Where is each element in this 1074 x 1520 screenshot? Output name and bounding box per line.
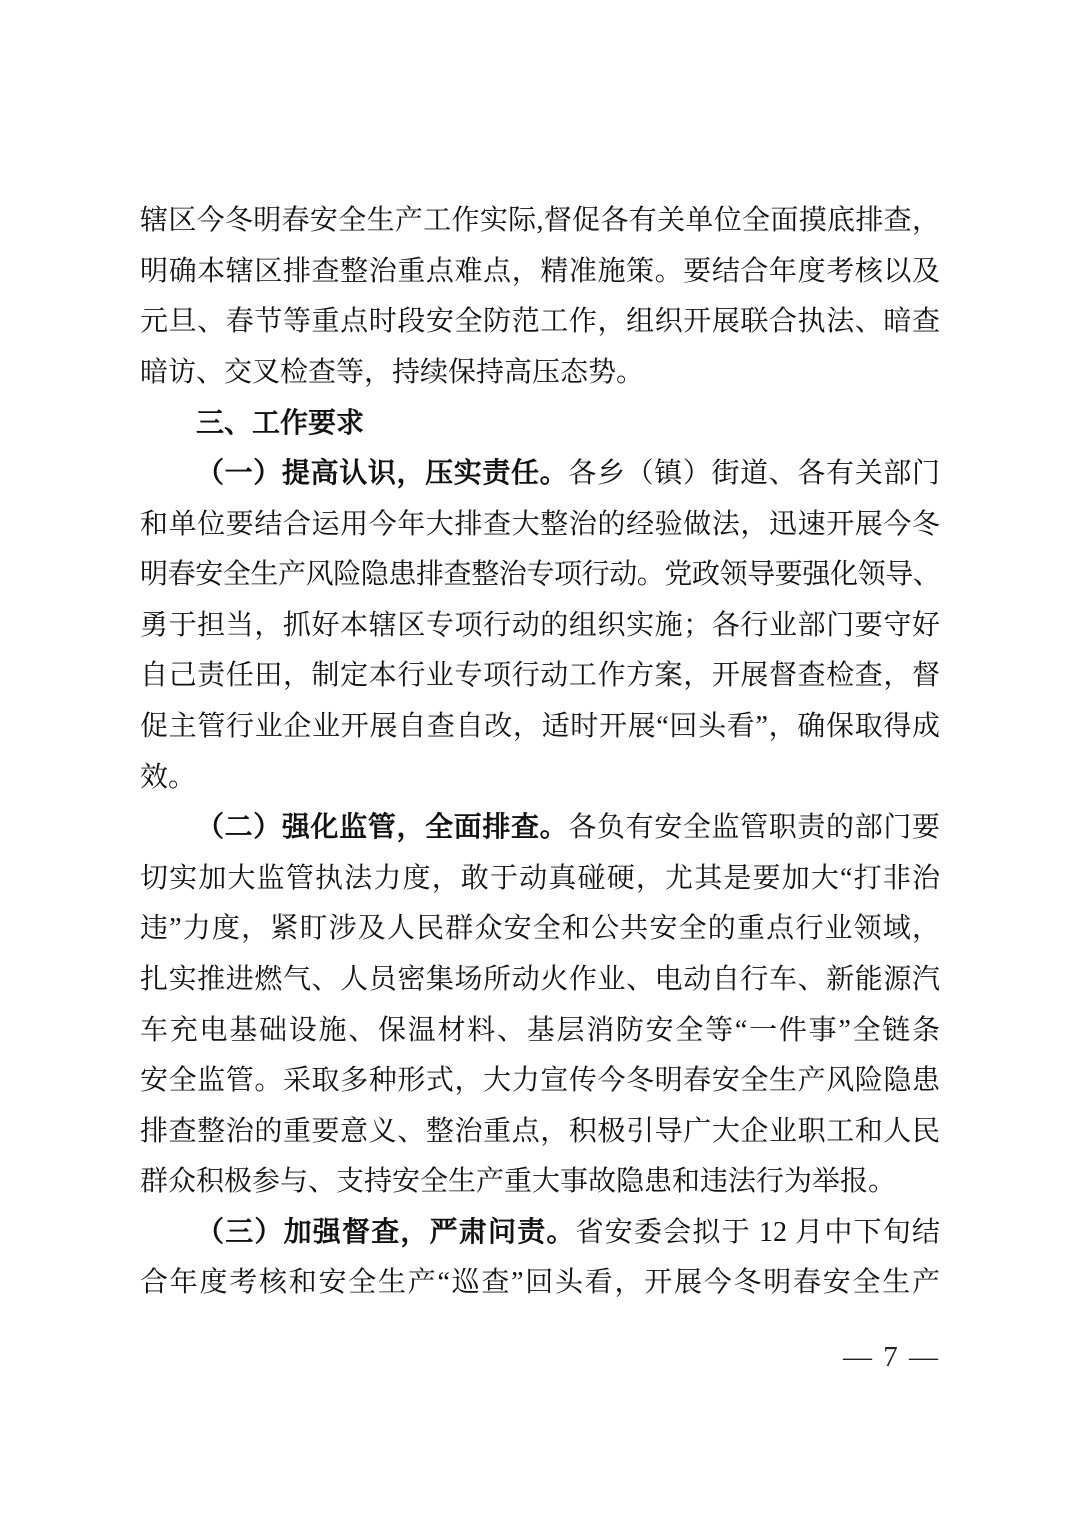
text-line [140,1208,940,1259]
text-line: 切实加大监管执法力度，敢于动真碰硬，尤其是要加大“打非治 [140,862,940,894]
text-line: 违”力度，紧盯涉及人民群众安全和公共安全的重点行业领域， [140,913,940,945]
text-run: 各乡（镇）街道、各有关部门 [568,457,940,489]
item-lead: （三）加强督查，严肃问责。 [196,1216,576,1248]
text-line: 合年度考核和安全生产“巡查”回头看，开展今冬明春安全生产 [140,1267,940,1299]
text-line: 排查整治的重要意义、整治重点，积极引导广大企业职工和人民 [140,1115,940,1147]
text-line: 效。 [140,761,197,793]
text-line: 和单位要结合运用今年大排查大整治的经验做法，迅速开展今冬 [140,508,940,540]
text-line: 自己责任田，制定本行业专项行动工作方案，开展督查检查，督 [140,660,940,692]
text-line: 促主管行业企业开展自查自改，适时开展“回头看”，确保取得成 [140,710,940,742]
text-line: 明确本辖区排查整治重点难点，精准施策。要结合年度考核以及 [140,255,940,287]
text-line: 元旦、春节等重点时段安全防范工作，组织开展联合执法、暗查 [140,306,940,338]
section-heading: 三、工作要求 [196,407,365,439]
item-lead: （一）提高认识，压实责任。 [196,457,569,489]
text-run: 各负有安全监管职责的部门要 [568,812,940,844]
page-number: — 7 — [843,1341,940,1373]
text-line [140,449,940,500]
text-line: 车充电基础设施、保温材料、基层消防安全等“一件事”全链条 [140,1014,940,1046]
text-line: 辖区今冬明春安全生产工作实际,督促各有关单位全面摸底排查， [140,205,940,236]
text-line: 暗访、交叉检查等，持续保持高压态势。 [140,356,645,388]
text-line: 群众积极参与、支持安全生产重大事故隐患和违法行为举报。 [140,1166,897,1198]
text-line [140,803,940,854]
document-body [140,196,940,1309]
text-run: 省安委会拟于 12 月中下旬结 [575,1216,940,1248]
text-line: 勇于担当，抓好本辖区专项行动的组织实施；各行业部门要守好 [140,609,940,641]
item-lead: （二）强化监管，全面排查。 [196,812,569,844]
text-line: 安全监管。采取多种形式，大力宣传今冬明春安全生产风险隐患 [140,1065,940,1097]
text-line: 扎实推进燃气、人员密集场所动火作业、电动自行车、新能源汽 [140,963,940,995]
text-line: 明春安全生产风险隐患排查整治专项行动。党政领导要强化领导、 [140,559,940,591]
